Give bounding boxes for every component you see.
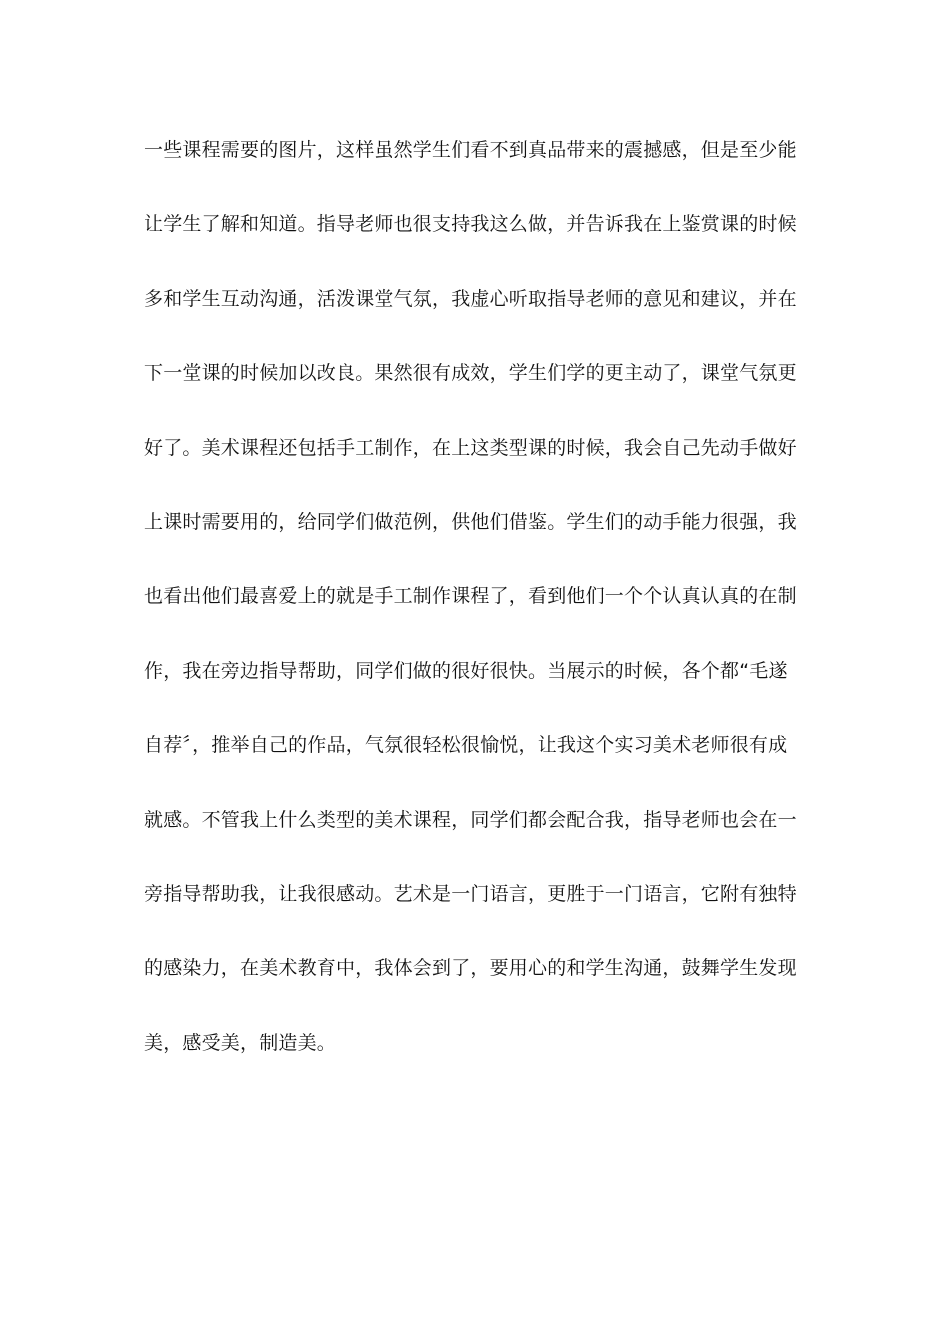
text-line-7: 也看出他们最喜爱上的就是手工制作课程了，看到他们一个个认真认真的在制 <box>144 585 797 608</box>
text-line-10: 就感。不管我上什么类型的美术课程，同学们都会配合我，指导老师也会在一 <box>144 808 797 831</box>
text-line-3: 多和学生互动沟通，活泼课堂气氛，我虚心听取指导老师的意见和建议，并在 <box>144 287 797 310</box>
text-line-6: 上课时需要用的，给同学们做范例，供他们借鉴。学生们的动手能力很强，我 <box>144 510 797 533</box>
text-line-8: 作，我在旁边指导帮助，同学们做的很好很快。当展示的时候，各个都“毛遂 <box>144 659 788 682</box>
text-line-12: 的感染力，在美术教育中，我体会到了，要用心的和学生沟通，鼓舞学生发现 <box>144 957 797 980</box>
body-paragraph <box>144 130 804 1097</box>
text-line-2: 让学生了解和知道。指导老师也很支持我这么做，并告诉我在上鉴赏课的时候 <box>144 213 797 236</box>
text-line-11: 旁指导帮助我，让我很感动。艺术是一门语言，更胜于一门语言，它附有独特 <box>144 882 797 905</box>
text-line-5: 好了。美术课程还包括手工制作，在上这类型课的时候，我会自己先动手做好 <box>144 436 797 459</box>
text-line-13: 美，感受美，制造美。 <box>144 1031 337 1054</box>
text-line-9: 自荐〞，推举自己的作品，气氛很轻松很愉悦，让我这个实习美术老师很有成 <box>144 734 788 757</box>
text-line-1: 一些课程需要的图片，这样虽然学生们看不到真品带来的震撼感，但是至少能 <box>144 139 797 161</box>
text-line-4: 下一堂课的时候加以改良。果然很有成效，学生们学的更主动了，课堂气氛更 <box>144 362 797 385</box>
